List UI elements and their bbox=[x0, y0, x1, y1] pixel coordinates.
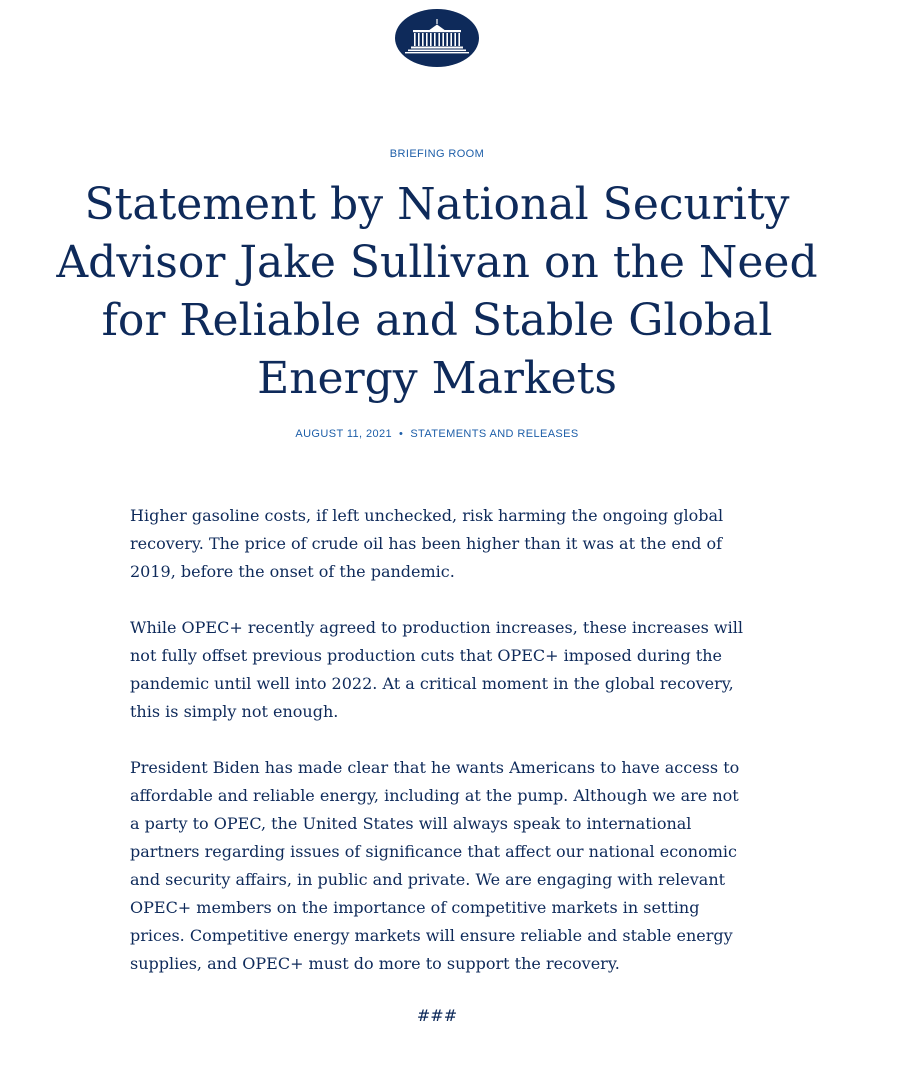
article-meta bbox=[0, 428, 874, 440]
white-house-logo[interactable] bbox=[395, 9, 479, 67]
article-paragraph: President Biden has made clear that he wants Americans to have access to affordable and reliable energy, including at the pump. Although we are not a party to OPEC, the United States will always speak to international partners regarding issues of significance that affect our national economic and security affairs, in public and private. We are engaging with relevant OPEC+ members on the importance of competitive markets in setting prices. Competitive energy markets will ensure reliable and stable energy supplies, and OPEC+ must do more to support the recovery. bbox=[130, 758, 740, 973]
page-title: Statement by National Security Advisor Jake Sullivan on the Need for Reliable and Stable Global Energy Markets bbox=[56, 179, 818, 404]
article-paragraph: While OPEC+ recently agreed to production increases, these increases will not fully offset previous production cuts that OPEC+ imposed during the pandemic until well into 2022. At a critical moment in the global recovery, this is simply not enough. bbox=[130, 618, 743, 721]
end-mark: ### bbox=[416, 1006, 458, 1025]
article-paragraph: Higher gasoline costs, if left unchecked, risk harming the ongoing global recovery. The price of crude oil has been higher than it was at the end of 2019, before the onset of the pandemic. bbox=[130, 506, 724, 581]
white-house-seal-icon bbox=[395, 9, 479, 67]
section-label[interactable]: BRIEFING ROOM bbox=[389, 148, 485, 160]
category-link[interactable]: STATEMENTS AND RELEASES bbox=[410, 428, 579, 440]
article-body bbox=[130, 502, 752, 1006]
meta-separator: • bbox=[399, 428, 404, 440]
publish-date: AUGUST 11, 2021 bbox=[295, 428, 393, 440]
